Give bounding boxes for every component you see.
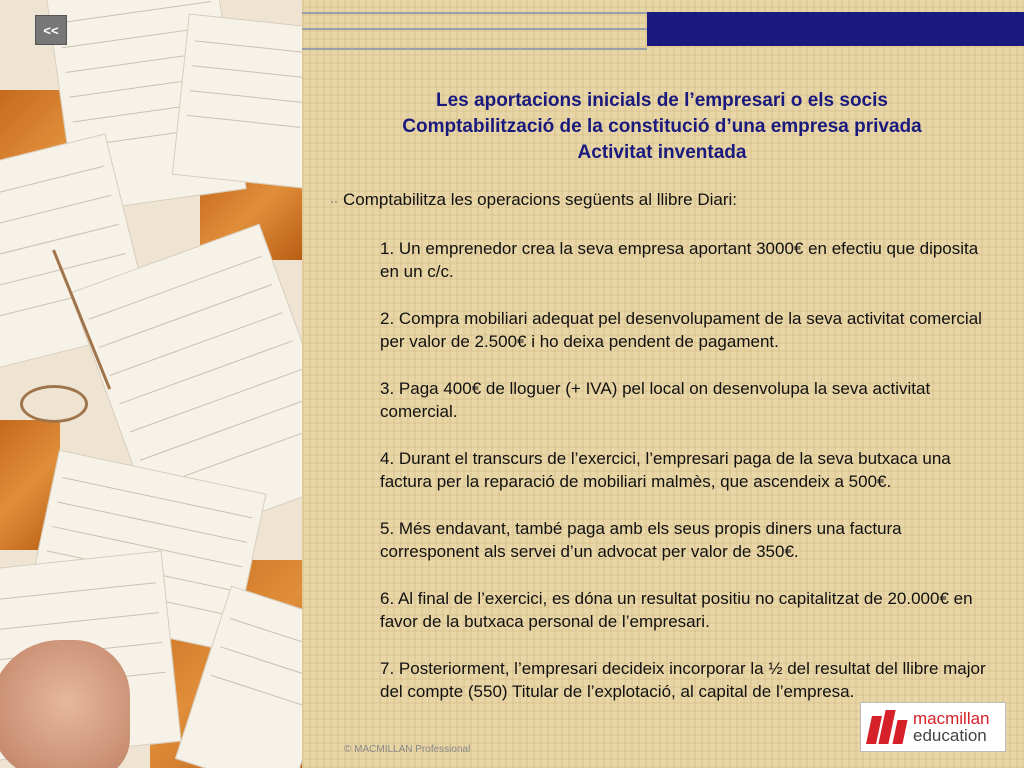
list-item: 3. Paga 400€ de lloguer (+ IVA) pel local on desenvolupa la seva activitat comercial. <box>380 379 931 421</box>
copyright-text: © MACMILLAN Professional <box>344 744 471 755</box>
slide-title <box>332 88 992 166</box>
header-bar <box>647 12 1024 46</box>
list-item: 1. Un emprenedor crea la seva empresa aportant 3000€ en efectiu que diposita en un c/c. <box>380 239 979 281</box>
macmillan-logo <box>860 702 1006 752</box>
document-sheet <box>172 14 302 189</box>
list-item: 5. Més endavant, també paga amb els seus propis diners una factura corresponent als servei d’un advocat per valor de 350€. <box>380 519 902 561</box>
intro-text <box>330 190 737 210</box>
back-button[interactable]: << <box>35 15 67 45</box>
logo-line-1: macmillan <box>913 709 990 728</box>
logo-line-2: education <box>913 726 987 745</box>
glasses-icon <box>20 385 88 423</box>
background-photo <box>0 0 302 768</box>
list-item: 4. Durant el transcurs de l’exercici, l’empresari paga de la seva butxaca una factura per la reparació de mobiliari malmès, que ascendeix a 500€. <box>380 449 951 491</box>
operations-list <box>380 237 995 727</box>
list-item: 6. Al final de l’exercici, es dóna un resultat positiu no capitalitzat de 20.000€ en favor de la butxaca personal de l’empresari. <box>380 589 973 631</box>
hand-icon <box>0 640 130 768</box>
title-line-1: Les aportacions inicials de l’empresari o els socis <box>436 90 888 111</box>
slide-content <box>302 0 1024 768</box>
intro-label: Comptabilitza les operacions següents al llibre Diari: <box>343 190 738 209</box>
list-item: 2. Compra mobiliari adequat pel desenvolupament de la seva activitat comercial per valor de 2.500€ i ho deixa pendent de pagament. <box>380 309 982 351</box>
title-line-3: Activitat inventada <box>577 142 747 163</box>
title-line-2: Comptabilització de la constitució d’una empresa privada <box>402 116 922 137</box>
macmillan-logo-icon <box>867 710 907 744</box>
header-rule <box>302 12 647 50</box>
list-item: 7. Posteriorment, l’empresari decideix incorporar la ½ del resultat del llibre major del compte (550) Titular de l’explotació, al capital de l’empresa. <box>380 659 986 701</box>
bullet-icon: ·· <box>330 194 338 208</box>
